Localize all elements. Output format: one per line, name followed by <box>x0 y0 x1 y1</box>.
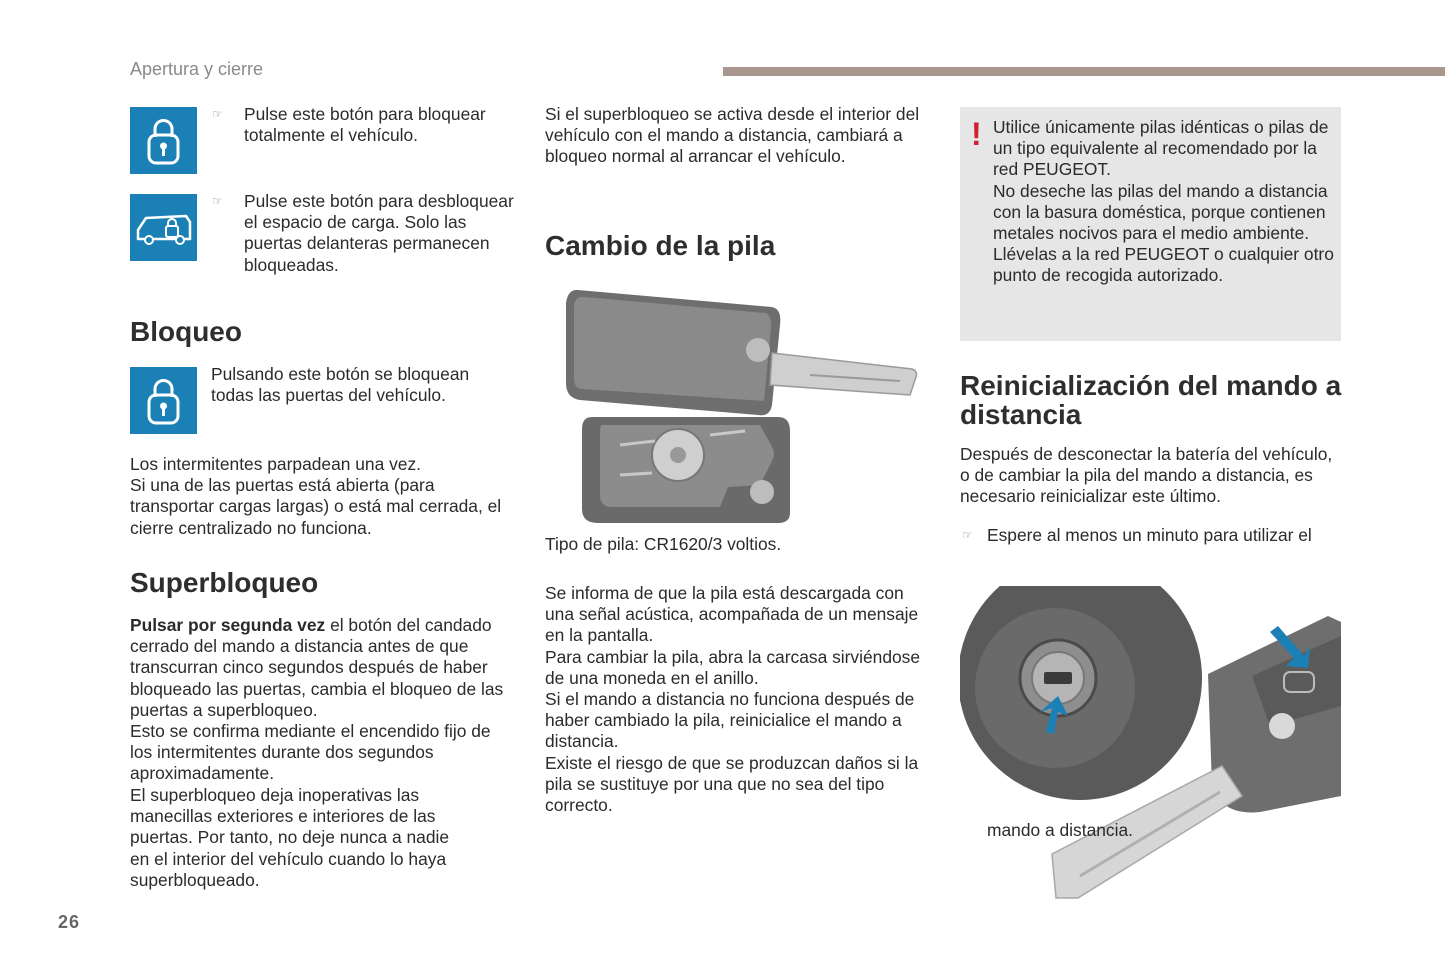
bullet-icon: ☞ <box>962 528 973 542</box>
bloqueo-paragraph: Los intermitentes parpadean una vez. Si una de las puertas está abierta (para transportar cargas largas) o está mal cerrada, el cierre centralizado no funciona. <box>130 454 502 538</box>
battery-body: Se informa de que la pila está descargada con una señal acústica, acompañada de un mensaje en la pantalla. Para cambiar la pila, abra la carcasa sirviéndose de una moneda en el anillo. Si el mando a distancia no funciona después de haber cambiado la pila, reinicialice el mando a distancia. Existe el riesgo de que se produzcan daños si la pila se sustituye por una que no sea del tipo correcto. <box>545 583 921 816</box>
cargo-unlock-button-icon <box>130 194 197 261</box>
warning-text: Utilice únicamente pilas idénticas o pilas de un tipo equivalente al recomendado por la red PEUGEOT. No deseche las pilas del mando a distancia con la basura doméstica, porque contienen metales nocivos para el medio ambiente. Llévelas a la red PEUGEOT o cualquier otro punto de recogida autorizado. <box>993 117 1334 286</box>
key-fob-battery-image <box>560 285 930 530</box>
header-divider <box>723 67 1445 76</box>
cambio-pila-heading: Cambio de la pila <box>545 230 776 261</box>
reinicializacion-paragraph: Después de desconectar la batería del vehículo, o de cambiar la pila del mando a distancia, es necesario reinicializar este último. <box>960 444 1333 507</box>
reinicializacion-step: Espere al menos un minuto para utilizar el <box>987 525 1312 545</box>
lock-button-icon <box>130 367 197 434</box>
bloqueo-heading: Bloqueo <box>130 316 242 347</box>
ignition-key-image <box>960 586 1341 906</box>
reinicializacion-step-continued: mando a distancia. <box>987 820 1133 840</box>
superbloqueo-note: Si el superbloqueo se activa desde el interior del vehículo con el mando a distancia, cambiará a bloqueo normal al arrancar el vehículo. <box>545 104 920 167</box>
superbloqueo-paragraph-2: Esto se confirma mediante el encendido fijo de los intermitentes durante dos segundos aproximadamente. <box>130 721 491 784</box>
bullet-icon: ☞ <box>212 194 223 208</box>
section-title: Apertura y cierre <box>130 59 264 79</box>
superbloqueo-paragraph-3: El superbloqueo deja inoperativas las manecillas exteriores e interiores de las puertas. Por tanto, no deje nunca a nadie en el interior del vehículo cuando lo haya superbloqueado. <box>130 785 450 890</box>
bloqueo-icon-text: Pulsando este botón se bloquean todas las puertas del vehículo. <box>211 364 470 406</box>
warning-icon: ! <box>971 116 982 152</box>
lock-instruction: Pulse este botón para bloquear totalmente el vehículo. <box>244 104 486 146</box>
cargo-instruction: Pulse este botón para desbloquear el espacio de carga. Solo las puertas delanteras permanecen bloqueadas. <box>244 191 514 275</box>
bold-lead: Pulsar por segunda vez <box>130 615 326 635</box>
superbloqueo-heading: Superbloqueo <box>130 567 319 598</box>
battery-caption: Tipo de pila: CR1620/3 voltios. <box>545 534 782 554</box>
superbloqueo-paragraph-1 <box>130 615 515 721</box>
lock-button-icon <box>130 107 197 174</box>
reinicializacion-heading: Reinicialización del mando a distancia <box>960 370 1342 430</box>
page-number: 26 <box>58 912 81 932</box>
bullet-icon: ☞ <box>212 107 223 121</box>
paragraph-rest: el botón del candado cerrado del mando a distancia antes de que transcurran cinco segundos después de haber bloqueado las puertas, cambia el bloqueo de las puertas a superbloqueo. <box>130 615 504 720</box>
